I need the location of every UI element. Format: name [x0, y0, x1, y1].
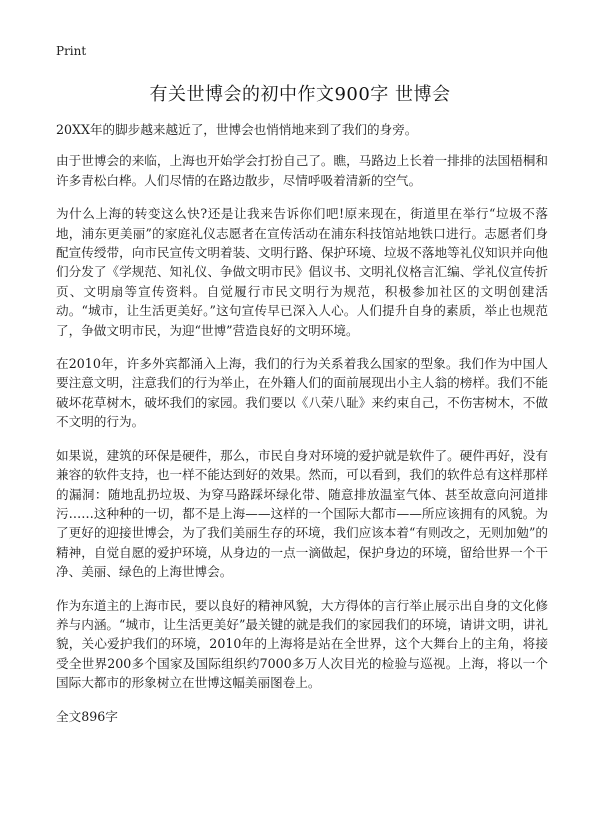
article-title: 有关世博会的初中作文900字 世博会: [149, 84, 451, 105]
paragraph-1: 20XX年的脚步越来越近了，世博会也悄悄地来到了我们的身旁。: [56, 122, 418, 137]
paragraph-3: 为什么上海的转变这么快?还是让我来告诉你们吧!原来现在，街道里在举行“垃圾不落地，浦东更美丽”的家庭礼仪志愿者在宣传活动在浦东科技馆站地铁口进行。志愿者们身配宣传绶带，向市民宣传文明着装、文明行路、保护环境、垃圾不落地等礼仪知识并向他们分发了《学规范、知礼仪、争做文明市民》倡议书、文明礼仪格言汇编、学礼仪宣传折页、文明扇等宣传资料。自觉履行市民文明行为规范，积极参加社区的文明创建活动。“城市，让生活更美好。”这句宣传早已深入人心。人们提升自身的素质，举止也规范了，争做文明市民，为迎“世博”营造良好的文明环境。: [56, 206, 548, 338]
word-count: 全文896字: [56, 708, 118, 724]
paragraph-6: 作为东道主的上海市民，要以良好的精神风貌，大方得体的言行举止展示出自身的文化修养与内涵。“城市，让生活更美好”最关键的就是我们的家园我们的环境，请讲文明，讲礼貌，关心爱护我们的环境，2010年的上海将是站在全世界，这个大舞台上的主角，将接受全世界200多个国家及国际组织约7000多万人次目光的检验与巡视。上海，将以一个国际大都市的形象树立在世博这幅美丽图卷上。: [56, 597, 548, 691]
paragraph-5: 如果说，建筑的环保是硬件，那么，市民自身对环境的爱护就是软件了。硬件再好，没有兼容的软件支持，也一样不能达到好的效果。然而，可以看到，我们的软件总有这样那样的漏洞：随地乱扔垃圾、为穿马路踩坏绿化带、随意排放温室气体、甚至故意向河道排污……这种种的一切，都不是上海——这样的一个国际大都市——所应该拥有的风貌。为了更好的迎接世博会，为了我们美丽生存的环境，我们应该本着“有则改之，无则加勉”的精神，自觉自愿的爱护环境，从身边的一点一滴做起，保护身边的环境，留给世界一个干净、美丽、绿色的上海世博会。: [56, 447, 548, 580]
article-body: [56, 120, 548, 726]
print-link[interactable]: Print: [56, 44, 87, 58]
paragraph-4: 在2010年，许多外宾都涌入上海，我们的行为关系着我么国家的型象。我们作为中国人要注意文明，注意我们的行为举止，在外籍人们的面前展现出小主人翁的榜样。我们不能破坏花草树木，破坏我们的家园。我们要以《八荣八耻》来约束自己，不伤害树木，不做不文明的行为。: [56, 356, 548, 430]
paragraph-2: 由于世博会的来临，上海也开始学会打扮自己了。瞧，马路边上长着一排排的法国梧桐和许多青松白桦。人们尽情的在路边散步，尽情呼吸着清新的空气。: [56, 153, 548, 188]
